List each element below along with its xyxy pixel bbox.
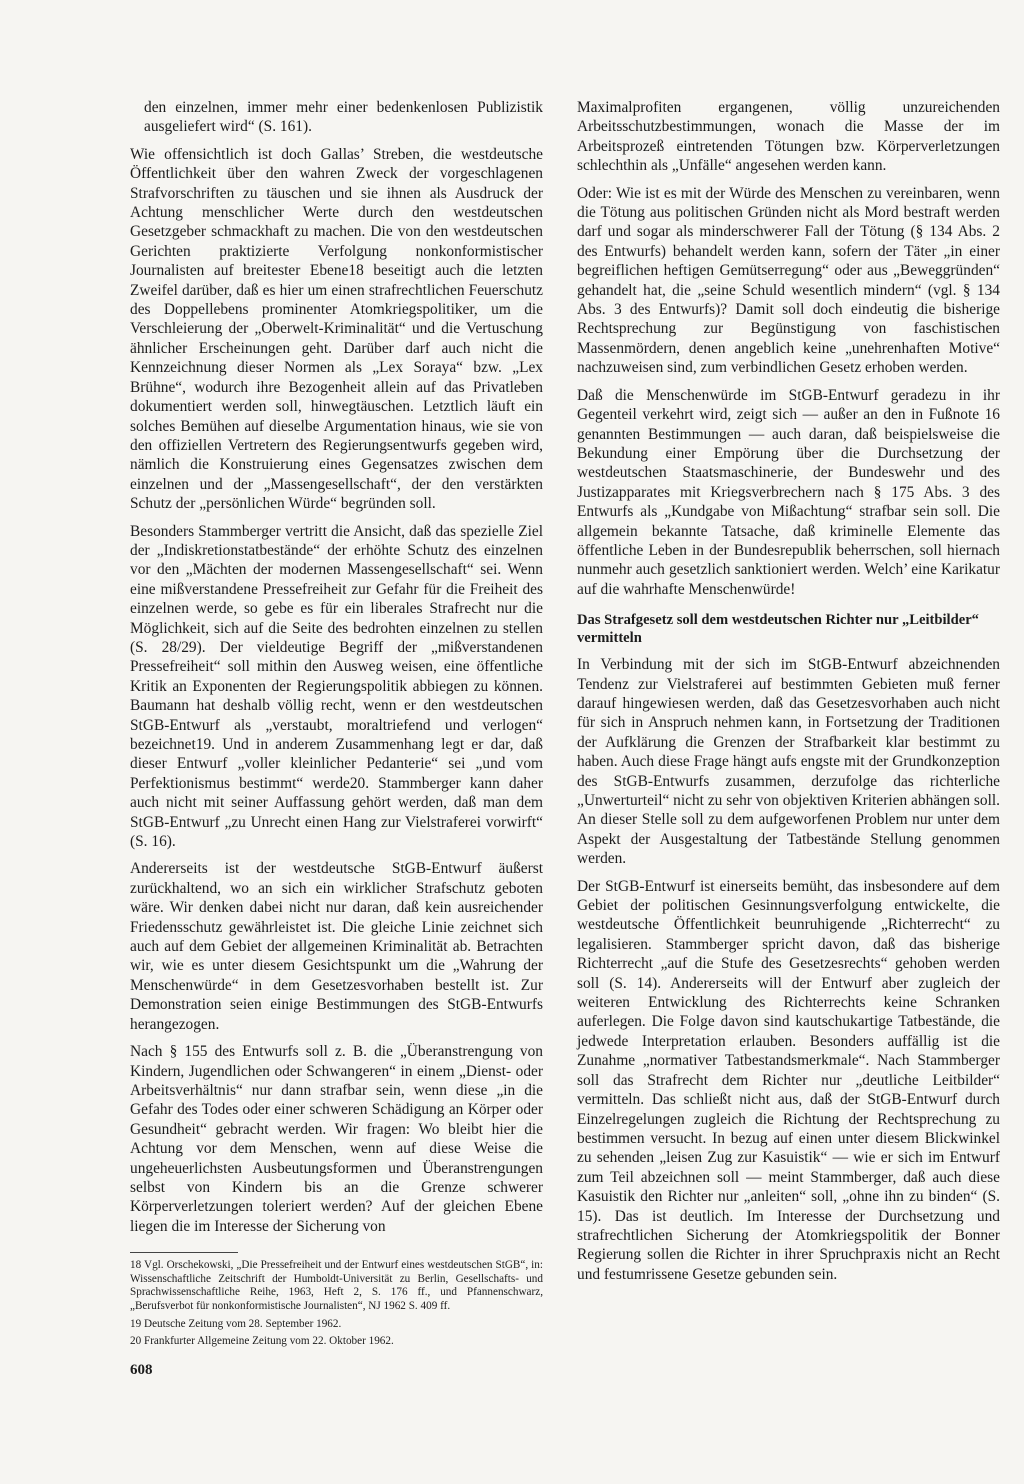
paragraph: Oder: Wie ist es mit der Würde des Menschen zu vereinbaren, wenn die Tötung aus politischen Gründen nicht als Mord bestraft werden darf und sogar als minderschwerer Fall der Tötung (§ 134 Abs. 2 des Entwurfs) behandelt werden kann, sofern der Täter „in einer begreiflichen heftigen Gemütserregung“ oder aus „Beweggründen“ gehandelt hat, die „seine Schuld wesentlich mindern“ (vgl. § 134 Abs. 3 des Entwurfs)? Damit soll doch eindeutig die bisherige Rechtsprechung zur Begünstigung von faschistischen Massenmördern, denen angeblich keine „unehrenhaften Motive“ nachzuweisen sind, zum verbindlichen Gesetz erhoben werden.	[577, 184, 1000, 377]
paragraph: Der StGB-Entwurf ist einerseits bemüht, das insbesondere auf dem Gebiet der politischen Gesinnungsverfolgung entwickelte, die westdeutsche Öffentlichkeit beunruhigende „Richterrecht“ zu legalisieren. Stammberger spricht davon, daß das bisherige Richterrecht „auf die Stufe des Gesetzesrechts“ gehoben werden soll (S. 14). Andererseits will der Entwurf aber zugleich der weiteren Entwicklung des Richterrechts keine Schranken auferlegen. Die Folge davon sind kautschukartige Tatbestände, die jedwede Interpretation erlauben. Besonders auffällig ist die Zunahme „normativer Tatbestandsmerkmale“. Nach Stammberger soll das Strafrecht dem Richter nur „deutliche Leitbilder“ vermitteln. Das schließt nicht aus, daß der StGB-Entwurf durch Einzelregelungen zugleich die Richtung der Rechtsprechung zu bestimmen versucht. In bezug auf einen unter diesem Blickwinkel zu sehenden „leisen Zug zur Kasuistik“ — wie er sich im Entwurf zum Teil abzeichnen soll — meint Stammberger, daß auch diese Kasuistik den Richter nur „anleiten“ soll, „ohne ihn zu binden“ (S. 15). Das ist deutlich. Im Interesse der Durchsetzung und strafrechtlichen Sicherung der Atomkriegspolitik der Bonner Regierung sollen die Richter in ihrer Spruchpraxis nicht an Recht und festumrissene Gesetze gebunden sein.	[577, 877, 1000, 1283]
paragraph: Wie offensichtlich ist doch Gallas’ Streben, die westdeutsche Öffentlichkeit über den wahren Zweck der vorgeschlagenen Strafvorschriften zu täuschen und sie ihnen als Ausdruck der Achtung menschlicher Werte durch den westdeutschen Gesetzgeber schmackhaft zu machen. Die von den westdeutschen Gerichten praktizierte Verfolgung nonkonformistischer Journalisten auf breitester Ebene18 beseitigt auch die letzten Zweifel darüber, daß es hier um einen strafrechtlichen Feuerschutz des Doppellebens prominenter Atomkriegspolitiker, um die Verschleierung der „Oberwelt-Kriminalität“ und die Vertuschung ähnlicher Erscheinungen geht. Darüber darf auch nicht die Kennzeichnung dieser Normen als „Lex Soraya“ bzw. „Lex Brühne“, wodurch ihre Bezogenheit allein auf das Privatleben dokumentiert werden soll, hinwegtäuschen. Letztlich läuft ein solches Bemühen auf dieselbe Argumentation hinaus, wie sie von den offiziellen Vertretern des Regierungsentwurfs gegeben wird, nämlich die Konstruierung eines Gegensatzes zwischen dem einzelnen und der „Massengesellschaft“, der den verstärkten Schutz der „persönlichen Würde“ begründen soll.	[130, 145, 543, 513]
footnote-19: 19 Deutsche Zeitung vom 28. September 1962.	[130, 1317, 342, 1330]
section-heading: Das Strafgesetz soll dem westdeutschen Richter nur „Leitbilder“ vermitteln	[577, 612, 979, 647]
paragraph: Nach § 155 des Entwurfs soll z. B. die „Überanstrengung von Kindern, Jugendlichen oder Schwangeren“ in einem „Dienst- oder Arbeitsverhältnis“ nur dann strafbar sein, wenn diese „in die Gefahr des Todes oder einer schweren Schädigung an Körper oder Gesundheit“ gebracht werden. Wir fragen: Wo bleibt hier die Achtung vor dem Menschen, wenn auf diese Weise die ungeheuerlichsten Ausbeutungsformen und Überanstrengungen selbst von Kindern bis an die Grenze schwerer Körperverletzungen toleriert werden? Auf der gleichen Ebene liegen die im Interesse der Sicherung von	[130, 1043, 543, 1235]
paragraph: Maximalprofiten ergangenen, völlig unzureichenden Arbeitsschutzbestimmungen, wonach die Masse der im Arbeitsprozeß eintretenden Tötungen bzw. Körperverletzungen schlechthin als „Unfälle“ angesehen werden kann.	[577, 99, 1000, 175]
footnote-divider	[130, 1252, 238, 1253]
footnote-20: 20 Frankfurter Allgemeine Zeitung vom 22. Oktober 1962.	[130, 1335, 394, 1348]
footnote-18: 18 Vgl. Orschekowski, „Die Pressefreiheit und der Entwurf eines westdeutschen StGB“, in: Wissenschaftliche Zeitschrift der Humboldt-Universität zu Berlin, Gesellschafts- und Sprachwissenschaftliche Reihe, 1963, Heft 2, S. 176 ff., und Pfannenschwarz, „Berufsverbot für nonkonformistische Journalisten“, NJ 1962 S. 409 ff.	[130, 1259, 543, 1312]
page-number: 608	[130, 1362, 153, 1378]
paragraph: Daß die Menschenwürde im StGB-Entwurf geradezu in ihr Gegenteil verkehrt wird, zeigt sich — außer an den in Fußnote 16 genannten Bestimmungen — auch daran, daß beispielsweise die Bekundung einer Empörung über die Durchsetzung der westdeutschen Staatsmaschinerie, der Bundeswehr und des Justizapparates mit Kriegsverbrechern nach § 175 Abs. 3 des Entwurfs als „Kundgabe von Mißachtung“ strafbar sein soll. Die allgemein bekannte Tatsache, daß kriminelle Elemente das öffentliche Leben in der Bundesrepublik beherrschen, soll hiernach nunmehr auch gesetzlich sanktioniert werden. Welch’ eine Karikatur auf die wahrhafte Menschenwürde!	[577, 386, 1000, 598]
paragraph: In Verbindung mit der sich im StGB-Entwurf abzeichnenden Tendenz zur Vielstraferei auf bestimmten Gebieten muß ferner darauf hingewiesen werden, daß das Gesetzesvorhaben auch nicht für sich in Anspruch nehmen kann, in Fortsetzung der Traditionen der Aufklärung die Grenzen der Strafbarkeit klar bestimmt zu haben. Auch diese Frage hängt aufs engste mit der Grundkonzeption des StGB-Entwurfs zusammen, derzufolge das richterliche „Unwerturteil“ nicht zu sehr von objektiven Kriterien abhängen soll. An dieser Stelle soll zu dem aufgeworfenen Problem nur unter dem Aspekt der Ausgestaltung der Tatbestände Stellung genommen werden.	[577, 656, 1000, 868]
paragraph-quote-end: den einzelnen, immer mehr einer bedenkenlosen Publizistik ausgeliefert wird“ (S. 161).	[144, 99, 543, 136]
paragraph: Andererseits ist der westdeutsche StGB-Entwurf äußerst zurückhaltend, wo an sich ein wirklicher Strafschutz geboten wäre. Wir denken dabei nicht nur daran, daß kein ausreichender Friedensschutz gewährleistet ist. Die gleiche Linie zeichnet sich auch auf dem Gebiet der allgemeinen Kriminalität ab. Betrachten wir, wie es unter diesem Gesichtspunkt um die „Wahrung der Menschenwürde“ in dem Gesetzesvorhaben bestellt ist. Zur Demonstration seien einige Bestimmungen des StGB-Entwurfs herangezogen.	[130, 860, 543, 1033]
right-column	[577, 98, 1000, 1292]
paragraph: Besonders Stammberger vertritt die Ansicht, daß das spezielle Ziel der „Indiskretionstatbestände“ der erhöhte Schutz des einzelnen vor den „Mächten der modernen Massengesellschaft“ sei. Wenn eine mißverstandene Pressefreiheit zur Gefahr für die Freiheit des einzelnen werde, so gebe es für ein liberales Strafrecht nur die Möglichkeit, sich auf die Seite des bedrohten einzelnen zu stellen (S. 28/29). Der vieldeutige Begriff der „mißverstandenen Pressefreiheit“ soll mithin den Ausweg weisen, eine öffentliche Kritik an Exponenten der Regierungspolitik abbiegen zu können. Baumann hat deshalb völlig recht, wenn er den westdeutschen StGB-Entwurf als „verstaubt, moraltriefend und verlogen“ bezeichnet19. Und in anderem Zusammenhang legt er dar, daß dieser Entwurf „voller kleinlicher Pedanterie“ sei „und vom Perfektionismus bestimmt“ werde20. Stammberger kann daher auch nicht mit seiner Auffassung gehört werden, daß man dem StGB-Entwurf „zu Unrecht einen Hang zur Vielstraferei vorwirft“ (S. 16).	[130, 522, 543, 851]
footnotes	[130, 1259, 543, 1349]
left-column	[130, 98, 543, 1353]
